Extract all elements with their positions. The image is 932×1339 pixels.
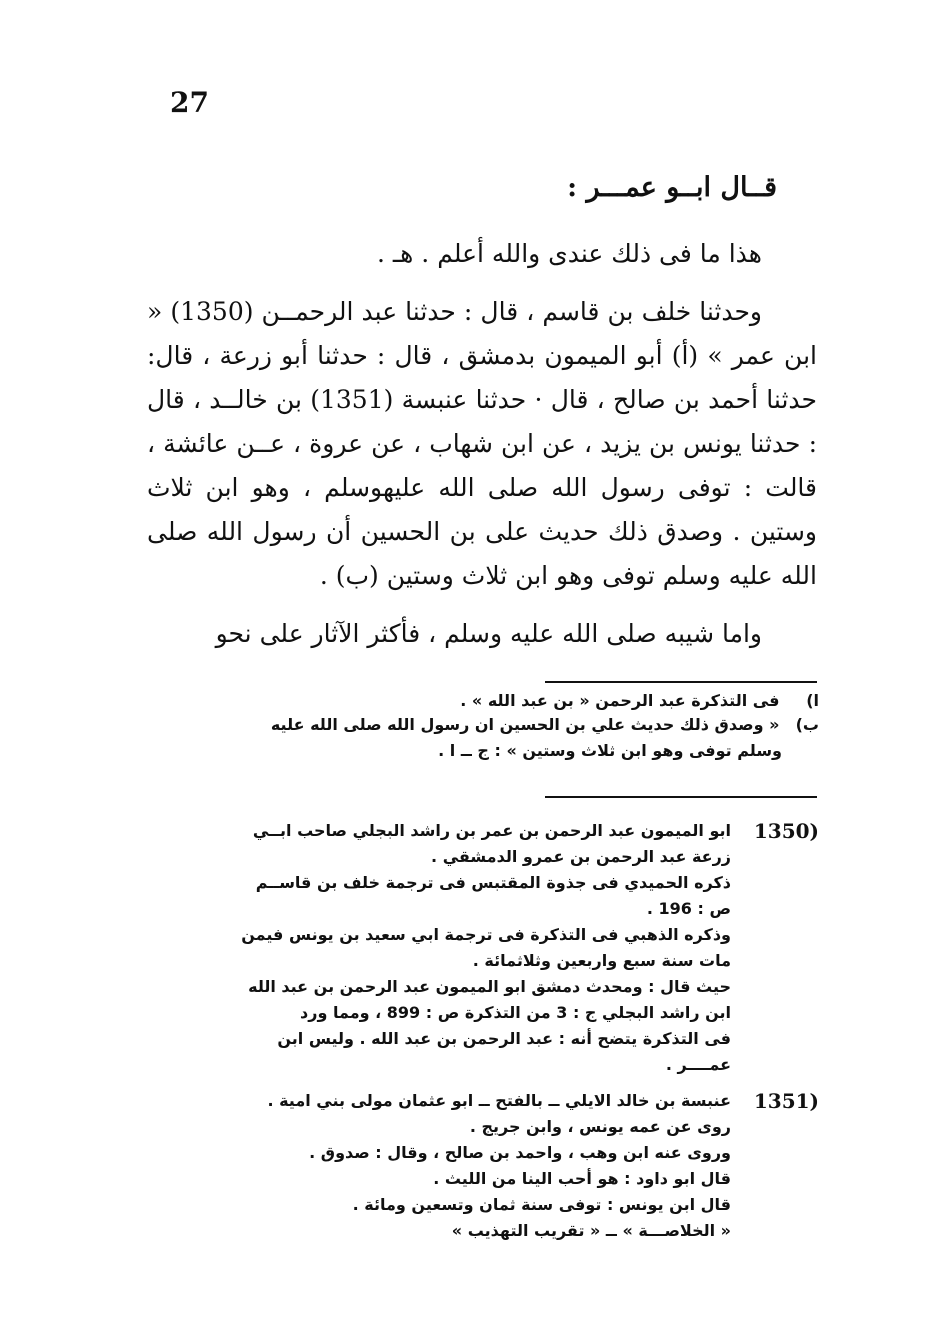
entry-line: مات سنة سبع واربعين وثلاثمائة .: [472, 951, 731, 970]
entry-number: 1350): [753, 819, 819, 843]
entry-line: حيث قال : ومحدث دمشق ابو الميمون عبد الرحمن بن عبد الله: [248, 977, 731, 996]
footnote-divider: [545, 681, 817, 683]
footnote-a: [460, 690, 819, 712]
paragraph-3: واما شيبه صلى الله عليه وسلم ، فأكثر الآثار على نحو: [215, 619, 762, 648]
page-number: 27: [170, 86, 209, 119]
paragraph-1: هذا ما فى ذلك عندى والله أعلم . هـ .: [376, 239, 762, 268]
entry-line: ص : 196 .: [646, 899, 731, 918]
main-text: [147, 232, 817, 670]
footnote-a-text: فى التذكرة عبد الرحمن « بن عبد الله » .: [460, 691, 780, 710]
entry-1350: [154, 818, 819, 1078]
entry-number: 1351): [753, 1089, 819, 1113]
paragraph-2: وحدثنا خلف بن قاسم ، قال : حدثنا عبد الرحمــن (1350) « ابن عمر » (أ) أبو الميمون بدمشق ، قال : حدثنا أبو زرعة ، قال: حدثنا أحمد بن صالح ، قال · حدثنا عنبسة (1351) بن خالــد ، قال : حدثنا يونس بن يزيد ، عن ابن شهاب ، عن عروة ، عــن عائشة ، قالت : توفى رسول الله صلى الله عليهوسلم ، وهو ابن ثلاث وستين . وصدق ذلك حديث على بن الحسين أن رسول الله صلى الله عليه وسلم توفى وهو ابن ثلاث وستين (ب) .: [147, 297, 817, 590]
entry-line: قال ابن يونس : توفى سنة ثمان وتسعين ومائة .: [352, 1195, 731, 1214]
entry-line: وذكره الذهبي فى التذكرة فى ترجمة ابي سعيد بن يونس فيمن: [241, 925, 731, 944]
entries-divider: [545, 796, 817, 798]
footnote-b-continuation: وسلم توفى وهو ابن ثلاث وستين » : ج ــ ا .: [438, 741, 782, 760]
footnote-b-text: « وصدق ذلك حديث علي بن الحسين ان رسول الله صلى الله عليه: [270, 715, 780, 734]
footnote-b: [271, 714, 819, 736]
footnote-b-mark: ب): [795, 715, 819, 734]
entry-line: ابو الميمون عبد الرحمن بن عمر بن راشد البجلي صاحب ابــي: [252, 821, 731, 840]
section-heading: قــال ابــو عمـــر :: [567, 172, 777, 203]
entry-line: وروى عنه ابن وهب ، واحمد بن صالح ، وقال : صدوق .: [309, 1143, 731, 1162]
entry-line: عنبسة بن خالد الايلي ــ بالفتح ــ ابو عثمان مولى بني امية .: [267, 1091, 731, 1110]
entry-line: عمــــر .: [665, 1055, 731, 1074]
footnote-a-mark: ا): [806, 691, 819, 710]
entry-line: ابن راشد البجلي ج : 3 من التذكرة ص : 899 ، ومما ورد: [300, 1003, 731, 1022]
entry-line: قال ابو داود : هو أحب الينا من الليث .: [433, 1169, 731, 1188]
entry-line: ذكره الحميدي فى جذوة المقتبس فى ترجمة خلف بن قاســم: [255, 873, 731, 892]
entry-line: « الخلاصـــة » ــ « تقريب التهذيب »: [451, 1221, 731, 1240]
entry-line: زرعة عبد الرحمن بن عمرو الدمشقي .: [431, 847, 731, 866]
entry-line: فى التذكرة يتضح أنه : عبد الرحمن بن عبد الله . وليس ابن: [277, 1029, 731, 1048]
entry-line: روى عن عمه يونس ، وابن جريج .: [469, 1117, 731, 1136]
entry-1351: [154, 1088, 819, 1244]
